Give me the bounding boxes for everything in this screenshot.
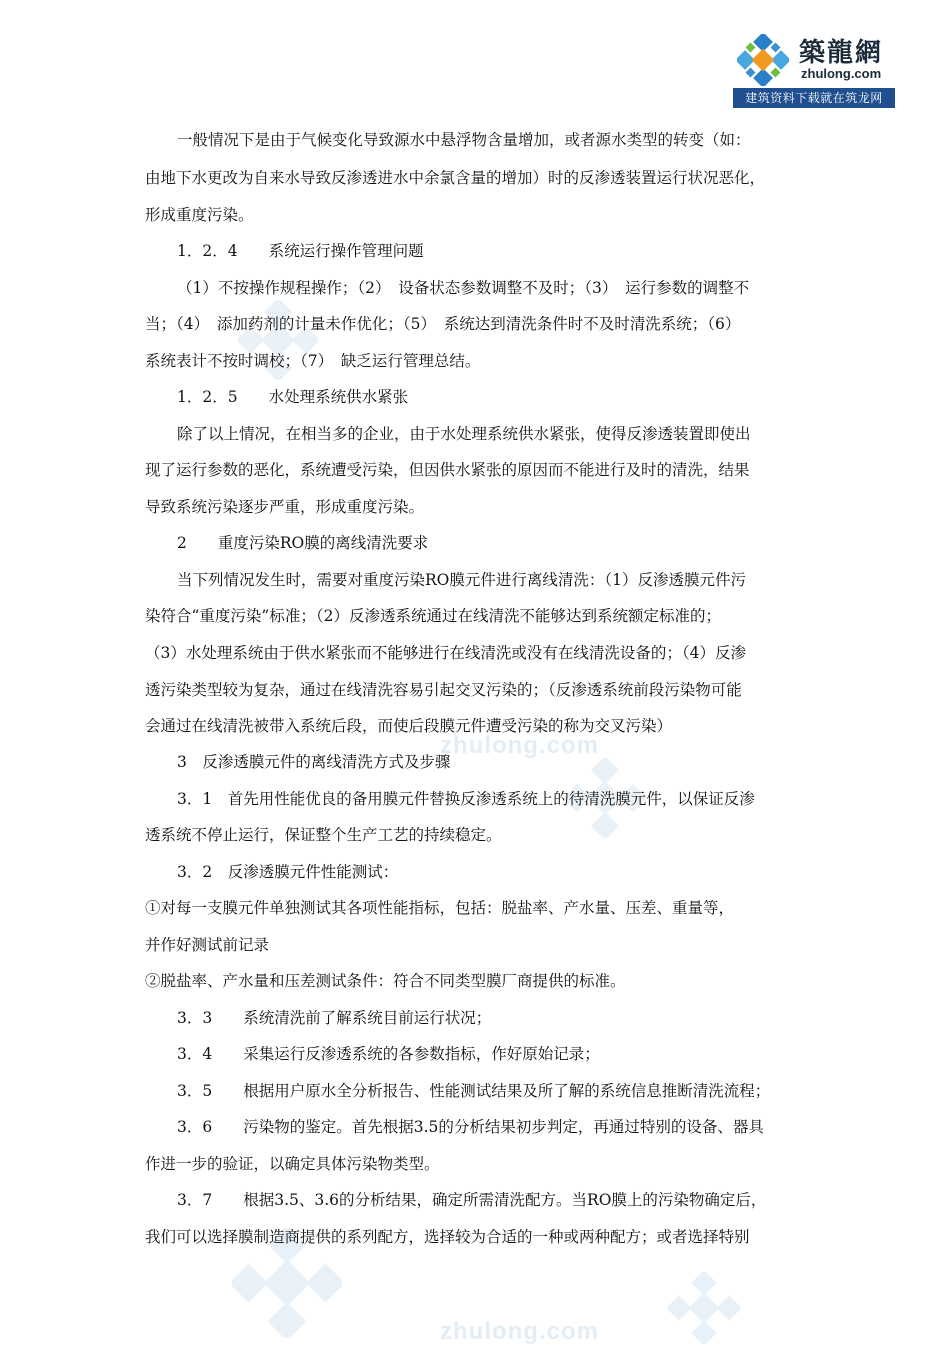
text-line: ①对每一支膜元件单独测试其各项性能指标，包括：脱盐率、产水量、压差、重量等， (145, 899, 735, 917)
text-line: 作进一步的验证，以确定具体污染物类型。 (145, 1155, 440, 1173)
text-line: 导致系统污染逐步严重，形成重度污染。 (145, 498, 425, 516)
text-line: 3．6 污染物的鉴定。首先根据3.5的分析结果初步判定，再通过特别的设备、器具 (177, 1118, 764, 1136)
section-heading: 1．2．5 水处理系统供水紧张 (177, 388, 409, 406)
text-line: 除了以上情况，在相当多的企业，由于水处理系统供水紧张，使得反渗透装置即使出 (177, 425, 751, 443)
text-line: 系统表计不按时调校；（7） 缺乏运行管理总结。 (145, 352, 481, 370)
text-line: 当下列情况发生时，需要对重度污染RO膜元件进行离线清洗：（1）反渗透膜元件污 (177, 571, 746, 589)
text-line: 3．5 根据用户原水全分析报告、性能测试结果及所了解的系统信息推断清洗流程； (177, 1082, 771, 1100)
watermark-text: zhulong.com (440, 1318, 599, 1345)
text-line: 3．1 首先用性能优良的备用膜元件替换反渗透系统上的待清洗膜元件，以保证反渗 (177, 790, 755, 808)
section-heading: 3 反渗透膜元件的离线清洗方式及步骤 (177, 753, 451, 771)
text-line: （1）不按操作规程操作；（2） 设备状态参数调整不及时；（3） 运行参数的调整不 (177, 279, 750, 297)
text-line: 形成重度污染。 (145, 206, 254, 224)
watermark-emblem-icon (668, 1272, 740, 1344)
text-line: 3．4 采集运行反渗透系统的各参数指标，作好原始记录； (177, 1045, 600, 1063)
text-line: 会通过在线清洗被带入系统后段，而使后段膜元件遭受污染的称为交叉污染） (145, 717, 673, 735)
text-line: 透污染类型较为复杂，通过在线清洗容易引起交叉污染的；（反渗透系统前段污染物可能 (145, 681, 742, 699)
text-line: 并作好测试前记录 (145, 936, 270, 954)
watermark-text: zhulong.com (440, 732, 599, 759)
text-line: 染符合“重度污染”标准；（2）反渗透系统通过在线清洗不能够达到系统额定标准的； (145, 607, 721, 625)
logo-domain: zhulong.com (801, 66, 882, 81)
text-line: 一般情况下是由于气候变化导致源水中悬浮物含量增加，或者源水类型的转变（如： (177, 131, 751, 149)
zhulong-emblem-icon (737, 34, 789, 86)
text-line: 透系统不停止运行，保证整个生产工艺的持续稳定。 (145, 826, 502, 844)
logo-name: 築龍網 (799, 38, 884, 68)
section-heading: 1．2．4 系统运行操作管理问题 (177, 242, 424, 260)
text-line: 由地下水更改为自来水导致反渗透进水中余氯含量的增加）时的反渗透装置运行状况恶化， (145, 169, 766, 187)
text-line: 现了运行参数的恶化，系统遭受污染，但因供水紧张的原因而不能进行及时的清洗，结果 (145, 461, 750, 479)
zhulong-logo (733, 28, 895, 110)
text-line: （3）水处理系统由于供水紧张而不能够进行在线清洗或没有在线清洗设备的；（4）反渗 (145, 644, 746, 662)
text-line: 当；（4） 添加药剂的计量未作优化；（5） 系统达到清洗条件时不及时清洗系统；（6） (145, 315, 741, 333)
section-heading: 2 重度污染RO膜的离线清洗要求 (177, 534, 429, 552)
section-heading: 3．2 反渗透膜元件性能测试： (177, 863, 399, 881)
logo-slogan: 建筑资料下载就在筑龙网 (745, 91, 883, 105)
text-line: ②脱盐率、产水量和压差测试条件：符合不同类型膜厂商提供的标准。 (145, 972, 626, 990)
text-line: 3．3 系统清洗前了解系统目前运行状况； (177, 1009, 492, 1027)
text-line: 我们可以选择膜制造商提供的系列配方，选择较为合适的一种或两种配方；或者选择特别 (145, 1228, 750, 1246)
text-line: 3．7 根据3.5、3.6的分析结果，确定所需清洗配方。当RO膜上的污染物确定后， (177, 1191, 767, 1209)
